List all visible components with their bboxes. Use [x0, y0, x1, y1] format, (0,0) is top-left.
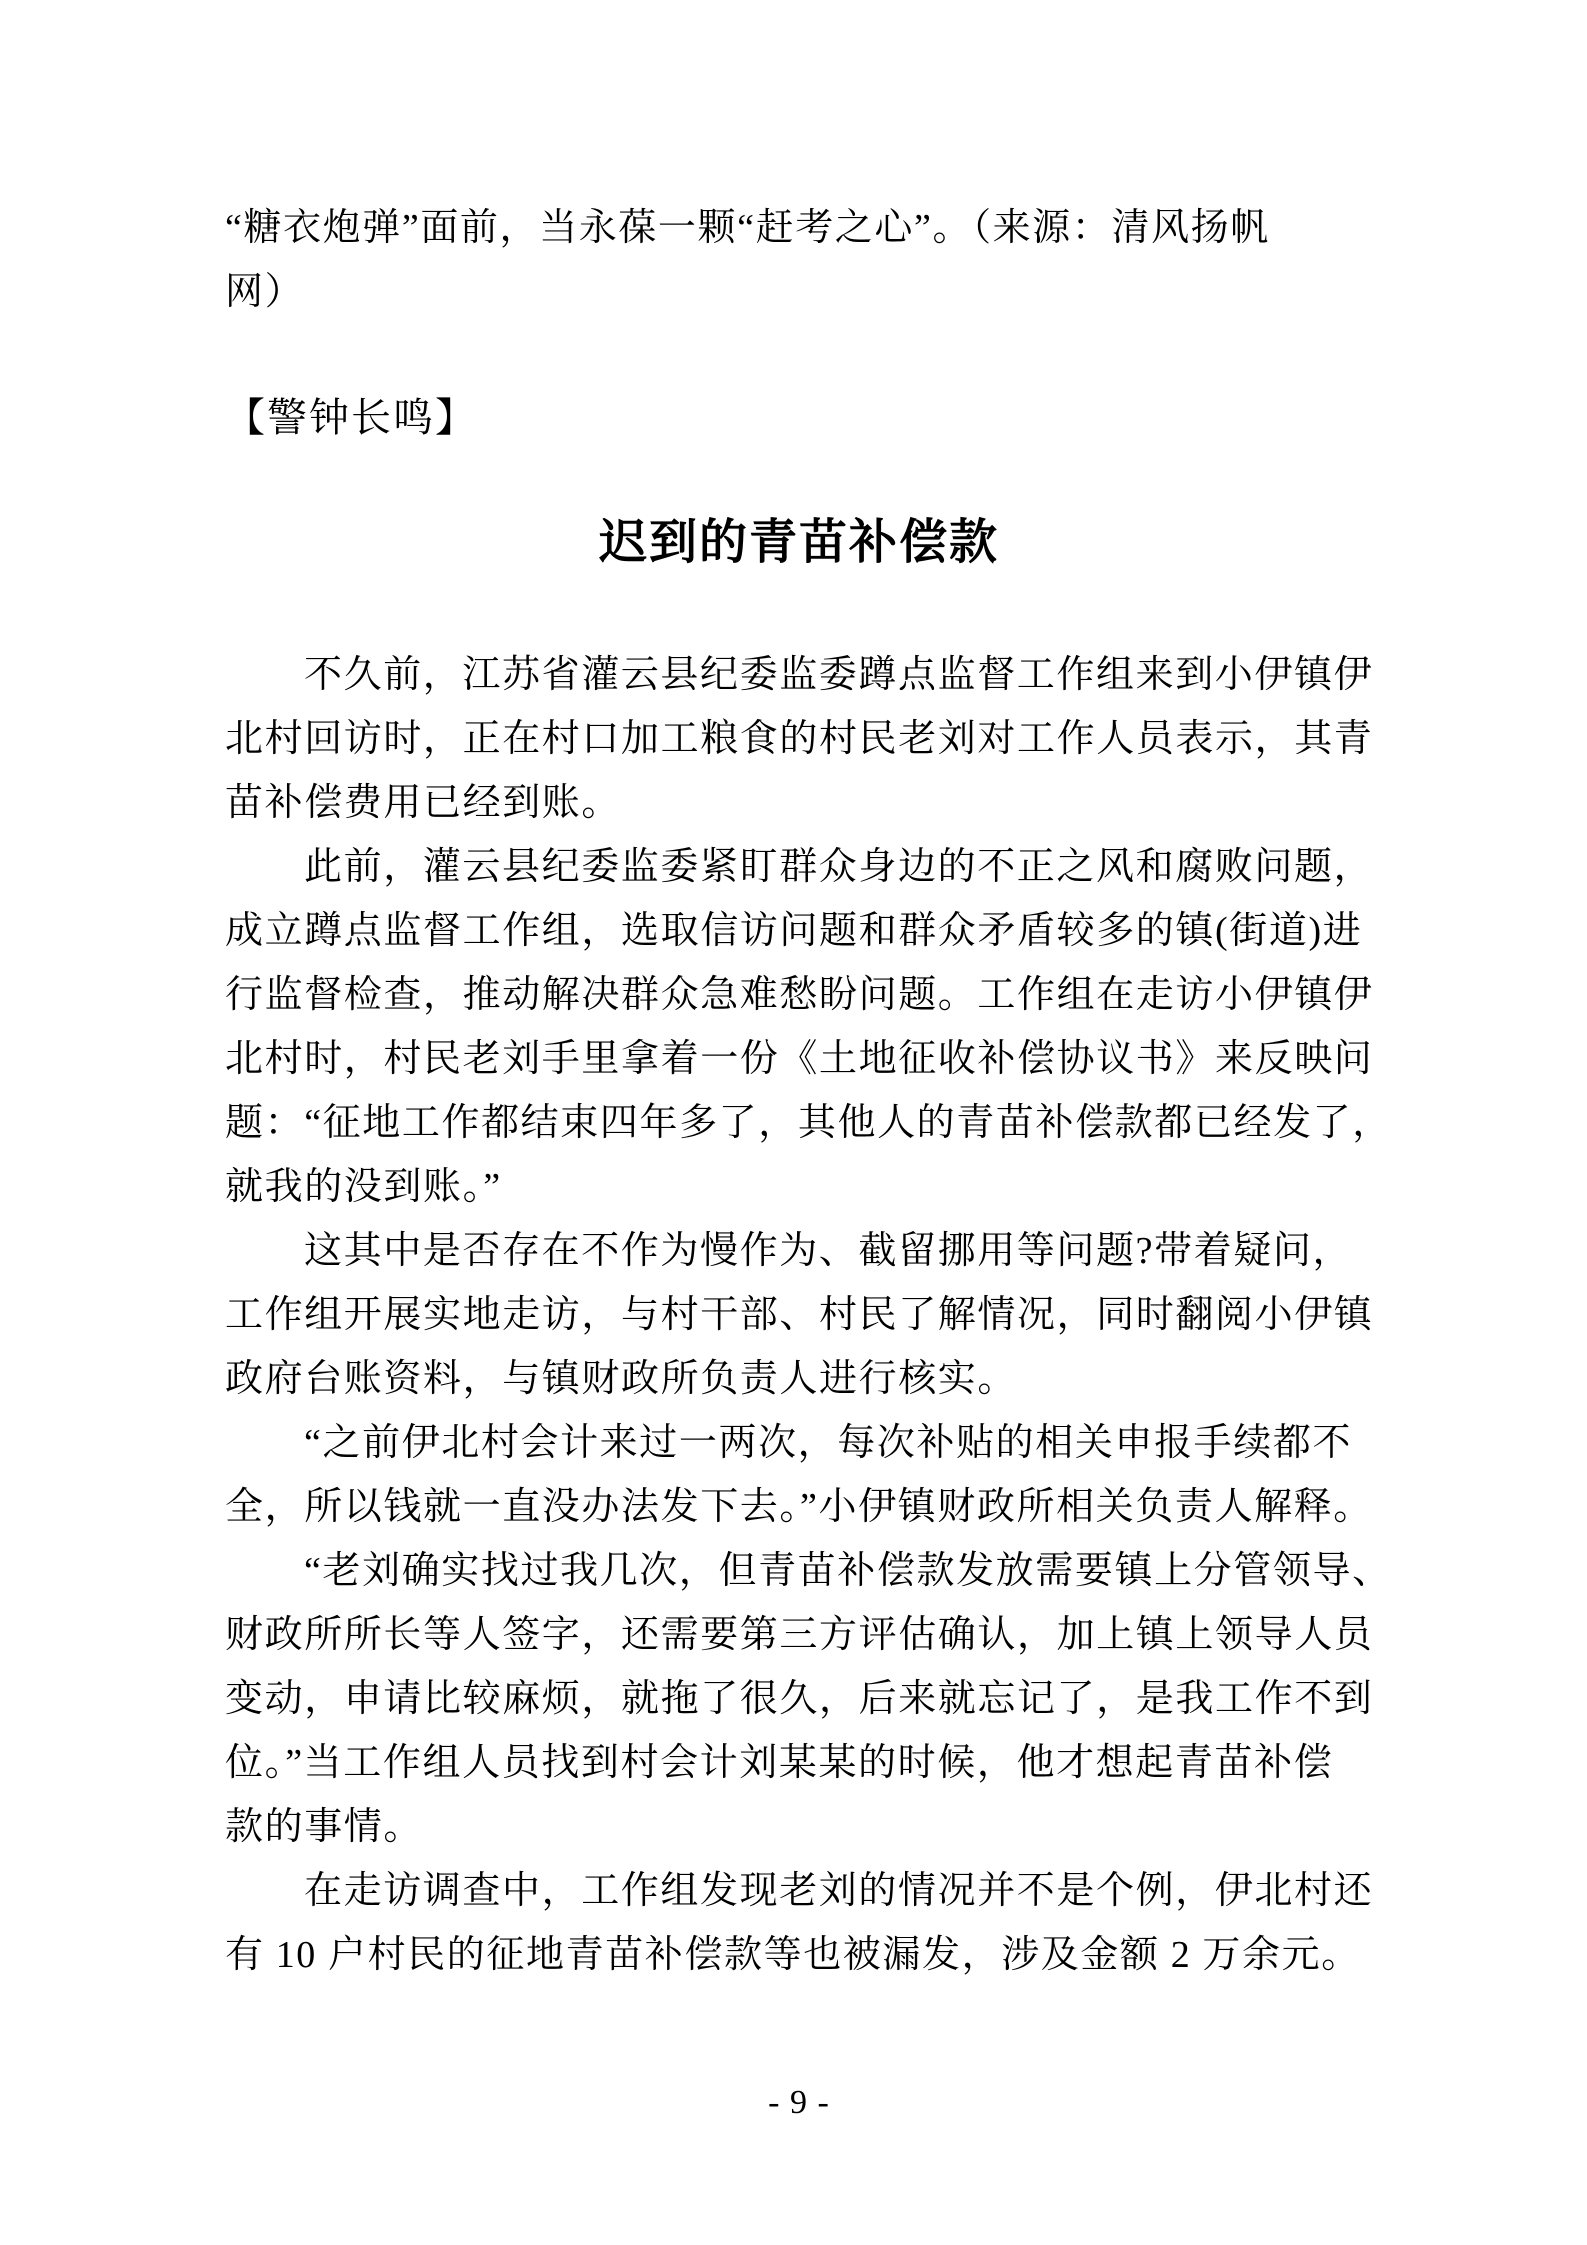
- page-number: - 9 -: [768, 2084, 830, 2121]
- text-line: “之前伊北村会计来过一两次，每次补贴的相关申报手续都不: [304, 1422, 1353, 1464]
- text-line: 款的事情。: [225, 1806, 424, 1848]
- continued-paragraph: [225, 196, 1373, 324]
- article-body: [225, 643, 1392, 1987]
- text-line: 苗补偿费用已经到账。: [225, 782, 622, 824]
- text-line: “糖衣炮弹”面前，当永葆一颗“赶考之心”。（来源：清风扬帆: [225, 207, 1270, 249]
- text-line: 有 10 户村民的征地青苗补偿款等也被漏发，涉及金额 2 万余元。: [225, 1934, 1361, 1976]
- text-line: 工作组开展实地走访，与村干部、村民了解情况，同时翻阅小伊镇: [225, 1294, 1374, 1336]
- article-paragraph: [225, 643, 1373, 835]
- section-header: 【警钟长鸣】: [225, 395, 477, 440]
- text-line: 全，所以钱就一直没办法发下去。”小伊镇财政所相关负责人解释。: [225, 1486, 1373, 1528]
- text-line: 财政所所长等人签字，还需要第三方评估确认，加上镇上领导人员: [225, 1614, 1374, 1656]
- article-paragraph: [225, 1859, 1373, 1987]
- article-paragraph: [225, 1539, 1392, 1859]
- page-content: [225, 0, 1392, 2123]
- text-line: 政府台账资料，与镇财政所负责人进行核实。: [225, 1358, 1018, 1400]
- article-title: 迟到的青苗补偿款: [598, 516, 999, 569]
- text-line: 成立蹲点监督工作组，选取信访问题和群众矛盾较多的镇(街道)进: [225, 910, 1363, 952]
- text-line: 行监督检查，推动解决群众急难愁盼问题。工作组在走访小伊镇伊: [225, 974, 1374, 1016]
- text-line: 在走访调查中，工作组发现老刘的情况并不是个例，伊北村还: [304, 1870, 1374, 1912]
- text-line: “老刘确实找过我几次，但青苗补偿款发放需要镇上分管领导、: [304, 1550, 1392, 1592]
- text-line: 就我的没到账。”: [225, 1166, 502, 1208]
- text-line: 北村时，村民老刘手里拿着一份《土地征收补偿协议书》来反映问: [225, 1038, 1374, 1080]
- text-line: 网）: [225, 271, 305, 313]
- article-paragraph: [225, 1411, 1373, 1539]
- article-paragraph: [225, 1219, 1373, 1411]
- text-line: 变动，申请比较麻烦，就拖了很久，后来就忘记了，是我工作不到: [225, 1678, 1374, 1720]
- text-line: 这其中是否存在不作为慢作为、截留挪用等问题?带着疑问，: [304, 1230, 1353, 1272]
- text-line: 不久前，江苏省灌云县纪委监委蹲点监督工作组来到小伊镇伊: [304, 654, 1374, 696]
- text-line: 题：“征地工作都结束四年多了，其他人的青苗补偿款都已经发了，: [225, 1102, 1392, 1144]
- text-line: 此前，灌云县纪委监委紧盯群众身边的不正之风和腐败问题，: [304, 846, 1374, 888]
- text-line: 北村回访时，正在村口加工粮食的村民老刘对工作人员表示，其青: [225, 718, 1374, 760]
- text-line: 位。”当工作组人员找到村会计刘某某的时候，他才想起青苗补偿: [225, 1742, 1334, 1784]
- article-paragraph: [225, 835, 1392, 1219]
